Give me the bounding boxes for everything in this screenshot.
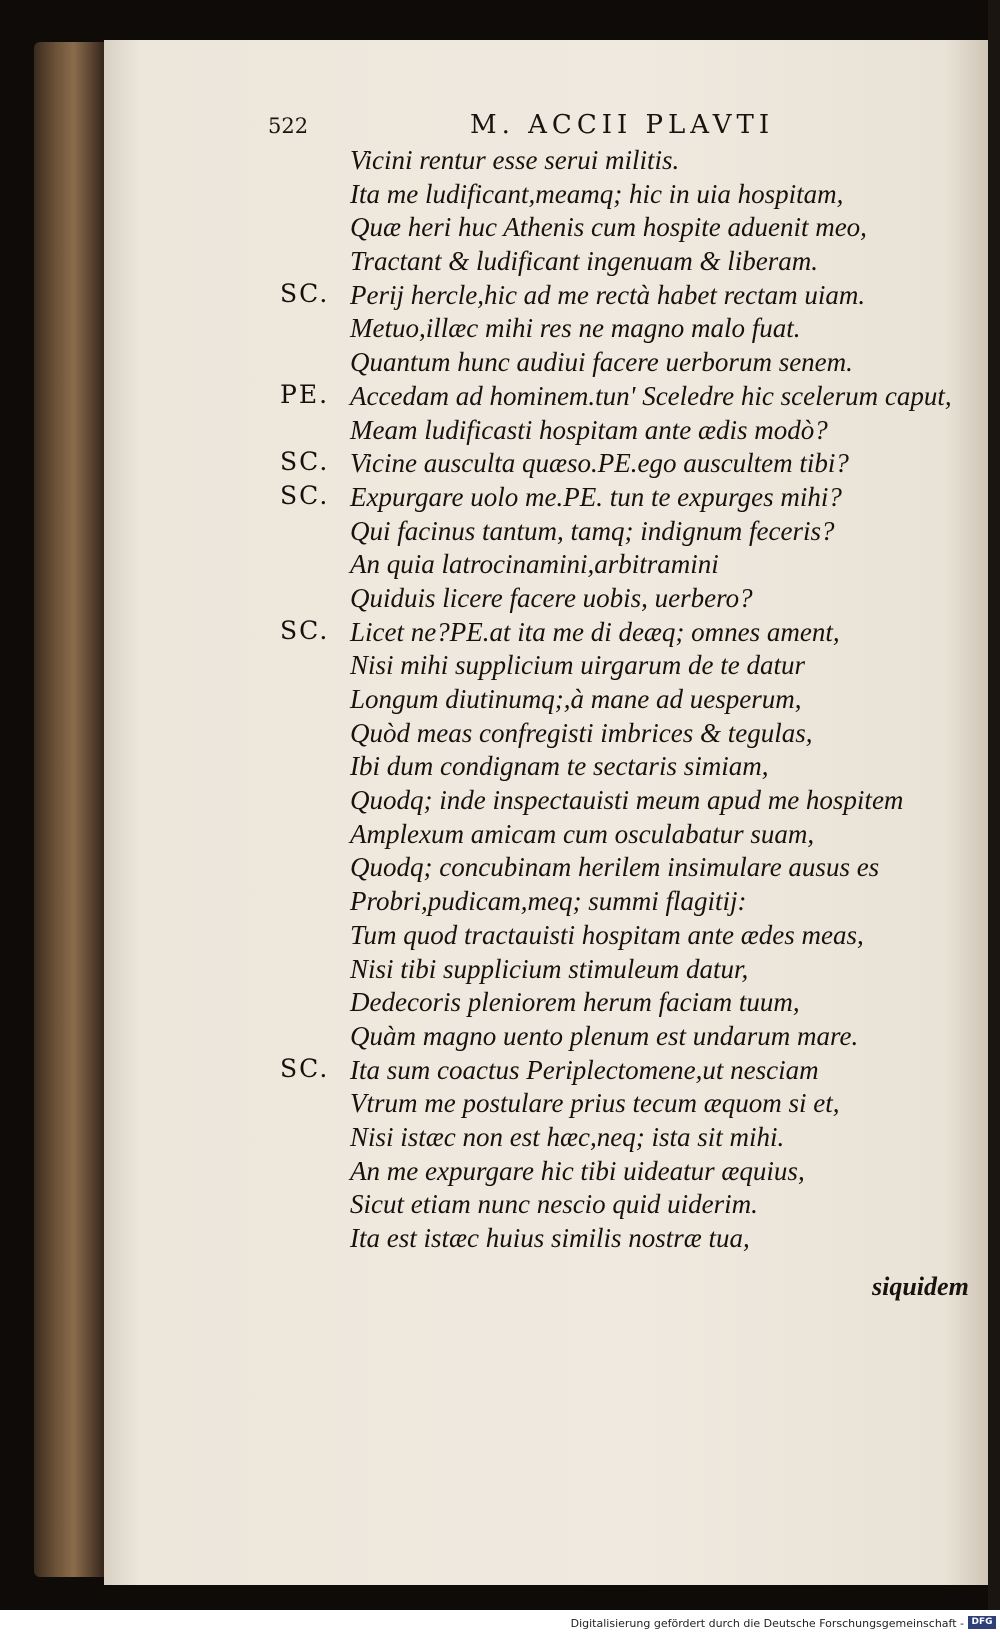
- verse-text: Ita sum coactus Periplectomene,ut nesciam: [350, 1054, 819, 1085]
- verse-line: [0, 344, 1000, 378]
- verse-line: [0, 546, 1000, 580]
- verse-line: [0, 513, 1000, 547]
- verse-text: Quodq; concubinam herilem insimulare ausus es: [350, 852, 880, 883]
- verse-text: An me expurgare hic tibi uideatur æquius,: [350, 1155, 805, 1186]
- verse-text: Metuo,illæc mihi res ne magno malo fuat.: [350, 313, 801, 344]
- verse-text: Ita est istæc huius similis nostræ tua,: [350, 1223, 750, 1253]
- speaker-label: SC.: [280, 1053, 330, 1083]
- verse-text: Longum diutinumq;,à mane ad uesperum,: [350, 684, 802, 714]
- verse-text: Sicut etiam nunc nescio quid uiderim.: [350, 1189, 758, 1220]
- verse-text: Meam ludificasti hospitam ante ædis modò?: [350, 414, 828, 445]
- verse-text: Qui facinus tantum, tamq; indignum feceris?: [350, 515, 835, 546]
- verse-line: [0, 412, 1000, 446]
- verse-text: Accedam ad hominem.tun' Sceledre hic scelerum caput,: [350, 380, 952, 411]
- verse-text: Dedecoris pleniorem herum faciam tuum,: [350, 987, 800, 1018]
- verse-line: [0, 782, 1000, 816]
- verse-line: [0, 1052, 1000, 1086]
- verse-text: Ita me ludificant,meamq; hic in uia hospitam,: [350, 178, 844, 209]
- verse-line: [0, 1085, 1000, 1119]
- verse-text: Perij hercle,hic ad me rectà habet rectam uiam.: [350, 279, 866, 310]
- verse-line: [0, 647, 1000, 681]
- verse-line: [0, 310, 1000, 344]
- verse-text: Quodq; inde inspectauisti meum apud me hospitem: [350, 785, 904, 816]
- verse-line: [0, 1119, 1000, 1153]
- verse-block: [0, 142, 1000, 1254]
- verse-line: [0, 1186, 1000, 1220]
- speaker-label: SC.: [280, 480, 330, 510]
- verse-line: [0, 951, 1000, 985]
- verse-text: Vtrum me postulare prius tecum æquom si et,: [350, 1088, 840, 1119]
- verse-line: [0, 1220, 1000, 1254]
- verse-line: [0, 176, 1000, 210]
- verse-line: [0, 917, 1000, 951]
- funding-credit: Digitalisierung gefördert durch die Deutsche Forschungsgemeinschaft -: [570, 1617, 964, 1630]
- verse-line: [0, 681, 1000, 715]
- verse-text: Quòd meas confregisti imbrices & tegulas,: [350, 717, 813, 748]
- verse-text: Licet ne?PE.at ita me di deæq; omnes ament,: [350, 616, 840, 647]
- verse-line: [0, 748, 1000, 782]
- verse-line: [0, 479, 1000, 513]
- dfg-logo: DFG: [968, 1616, 996, 1629]
- verse-text: Quàm magno uento plenum est undarum mare.: [350, 1020, 859, 1051]
- verse-line: [0, 580, 1000, 614]
- page-number: 522: [268, 114, 309, 138]
- verse-line: [0, 378, 1000, 412]
- verse-text: Expurgare uolo me.PE. tun te expurges mihi?: [350, 481, 842, 512]
- verse-text: Tractant & ludificant ingenuam & liberam.: [350, 246, 818, 277]
- verse-text: Quiduis licere facere uobis, uerbero?: [350, 582, 753, 613]
- verse-text: Nisi istæc non est hæc,neq; ista sit mihi.: [350, 1121, 785, 1152]
- verse-text: Amplexum amicam cum osculabatur suam,: [350, 818, 815, 849]
- verse-line: [0, 849, 1000, 883]
- speaker-label: SC.: [280, 447, 330, 477]
- verse-line: [0, 1018, 1000, 1052]
- verse-text: Probri,pudicam,meq; summi flagitij:: [350, 886, 747, 917]
- verse-line: [0, 243, 1000, 277]
- speaker-label: SC.: [280, 615, 330, 645]
- verse-text: Quantum hunc audiui facere uerborum senem.: [350, 347, 853, 378]
- verse-line: [0, 715, 1000, 749]
- catchword: siquidem: [872, 1272, 969, 1301]
- verse-text: Nisi tibi supplicium stimuleum datur,: [350, 953, 749, 984]
- verse-line: [0, 277, 1000, 311]
- verse-line: [0, 984, 1000, 1018]
- footer-bar: [0, 1610, 1000, 1636]
- verse-line: [0, 816, 1000, 850]
- verse-text: Quæ heri huc Athenis cum hospite aduenit meo,: [350, 212, 867, 243]
- page-header: [0, 108, 1000, 144]
- verse-line: [0, 209, 1000, 243]
- verse-line: [0, 1153, 1000, 1187]
- verse-text: Nisi mihi supplicium uirgarum de te datur: [350, 650, 806, 681]
- verse-text: An quia latrocinamini,arbitramini: [350, 549, 719, 580]
- verse-line: [0, 614, 1000, 648]
- verse-line: [0, 445, 1000, 479]
- verse-text: Vicine ausculta quæso.PE.ego auscultem tibi?: [350, 448, 849, 479]
- verse-line: [0, 142, 1000, 176]
- verse-text: Ibi dum condignam te sectaris simiam,: [350, 751, 769, 782]
- verse-line: [0, 883, 1000, 917]
- verse-text: Tum quod tractauisti hospitam ante ædes meas,: [350, 919, 864, 950]
- verse-text: Vicini rentur esse serui militis.: [350, 145, 680, 175]
- speaker-label: SC.: [280, 278, 330, 308]
- running-title: M. ACCII PLAVTI: [470, 110, 775, 140]
- speaker-label: PE.: [280, 379, 330, 409]
